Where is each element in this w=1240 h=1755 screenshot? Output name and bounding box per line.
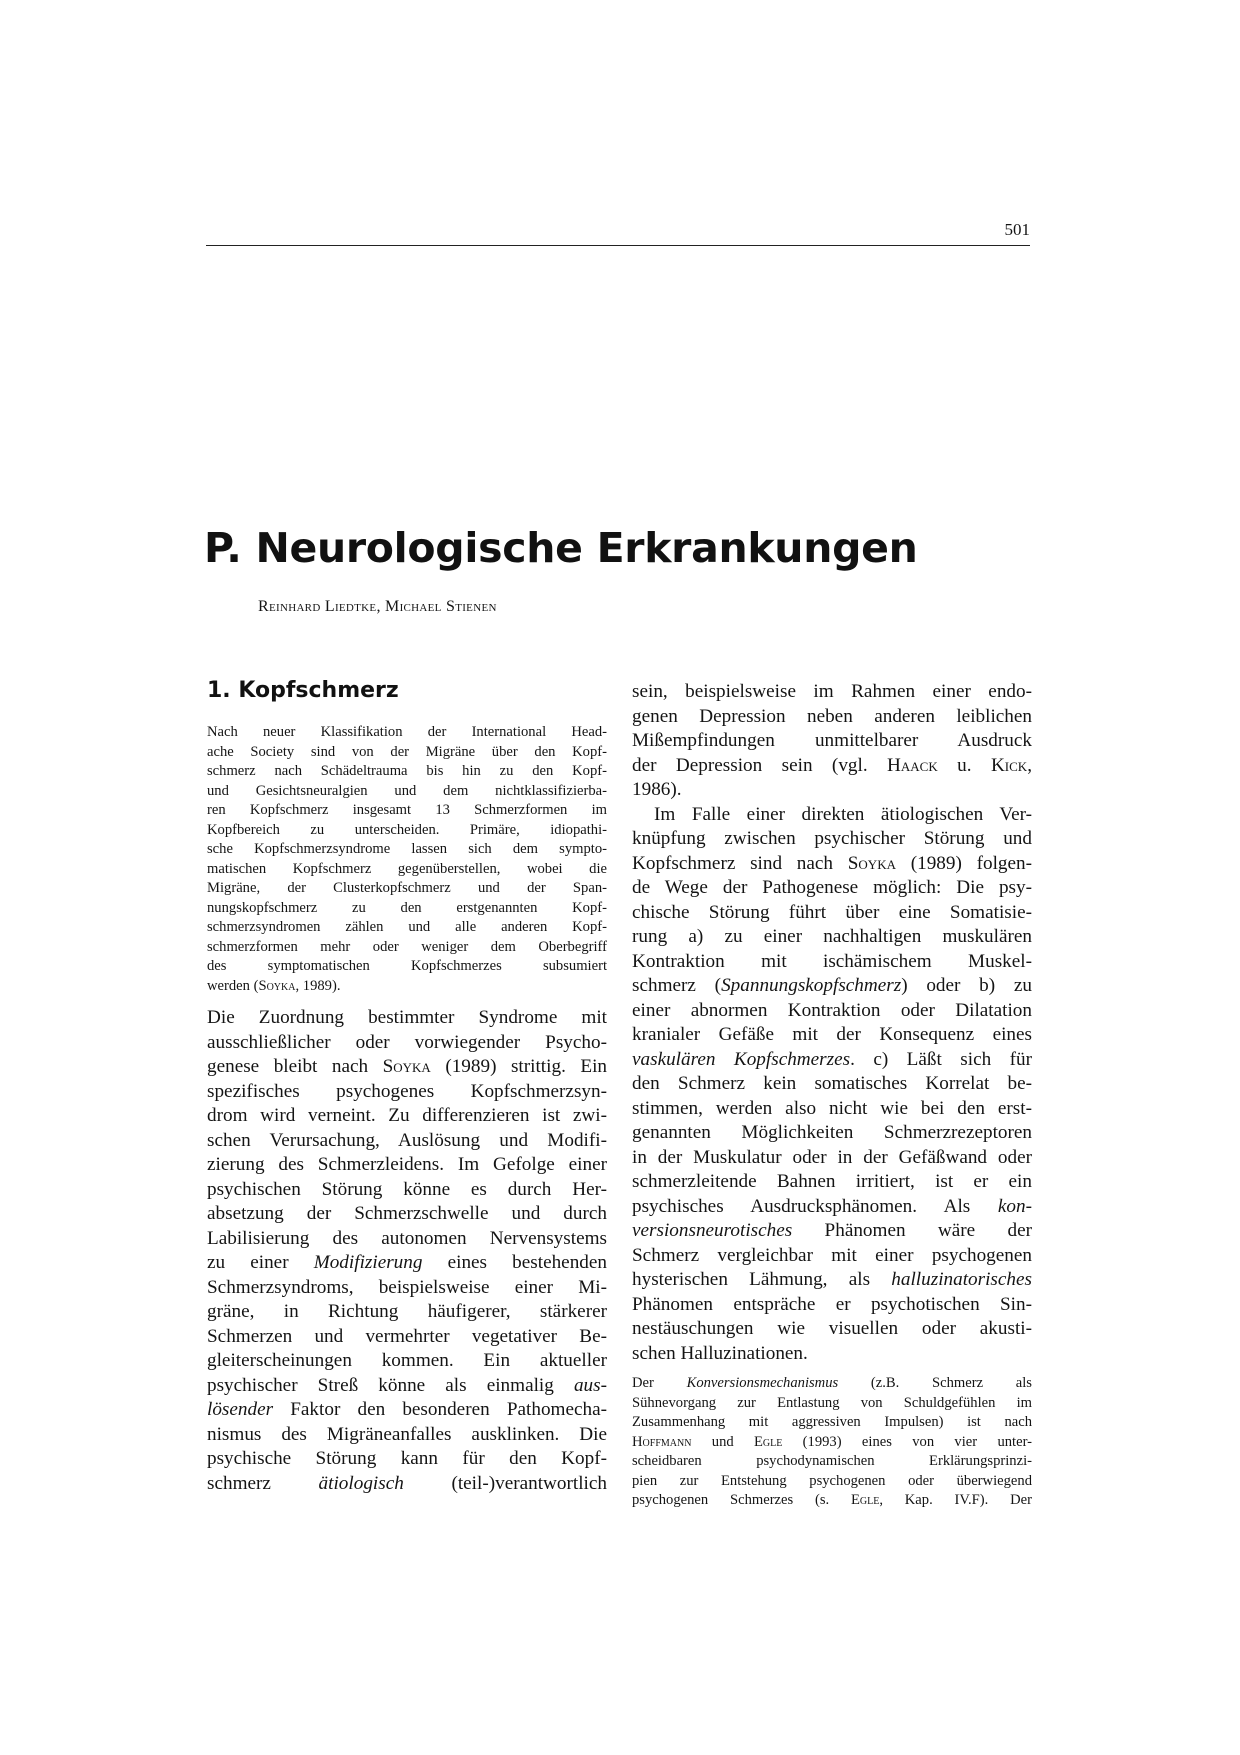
body-line: Mißempfindungen unmittelbarer Ausdruck: [632, 730, 1032, 751]
body-line: schmerz ätiologisch (teil-)verantwortlich: [207, 1472, 607, 1494]
author-citation: Kick: [990, 754, 1028, 776]
body-line: in der Muskulatur oder in der Gefäßwand oder: [632, 1146, 1032, 1168]
body-line: der Depression sein (vgl. Haack u. Kick,: [632, 754, 1032, 776]
body-line: chische Störung führt über eine Somatisie-: [632, 901, 1032, 923]
body-line: zierung des Schmerzleidens. Im Gefolge einer: [207, 1154, 607, 1175]
body-line: versionsneurotisches Phänomen wäre der: [632, 1220, 1032, 1241]
body-line: psychischer Streß könne als einmalig aus-: [207, 1374, 607, 1396]
body-line: Schmerz vergleichbar mit einer psychogenen: [632, 1244, 1032, 1266]
body-line: de Wege der Pathogenese möglich: Die psy-: [632, 877, 1032, 898]
chapter-authors: Reinhard Liedtke, Michael Stienen: [258, 598, 497, 615]
body-line: absetzung der Schmerzschwelle und durch: [207, 1203, 607, 1224]
body-line: Kopfschmerz sind nach Soyka (1989) folgen-: [632, 852, 1032, 874]
body-line: stimmen, werden also nicht wie bei den erst-: [632, 1097, 1032, 1119]
page-number: 501: [1004, 220, 1030, 239]
chapter-title: P. Neurologische Erkrankungen: [204, 524, 918, 572]
body-line: schen Halluzinationen.: [632, 1342, 808, 1364]
body-line: psychisches Ausdrucksphänomen. Als kon-: [632, 1195, 1032, 1217]
body-line: zu einer Modifizierung eines bestehenden: [207, 1252, 607, 1273]
body-line: ausschließlicher oder vorwiegender Psycho-: [207, 1031, 607, 1053]
body-line: hysterischen Lähmung, als halluzinatorisches: [632, 1269, 1032, 1290]
abstract-line: ren Kopfschmerz insgesamt 13 Schmerzformen im: [207, 802, 607, 818]
body-line: schmerz (Spannungskopfschmerz) oder b) zu: [632, 975, 1032, 996]
body-line: Phänomen entspräche er psychotischen Sin-: [632, 1293, 1032, 1315]
body-line: nestäuschungen wie visuellen oder akusti-: [632, 1318, 1032, 1339]
body-line: nismus des Migräneanfalles ausklinken. Die: [207, 1423, 607, 1445]
abstract-line: matischen Kopfschmerz gegenüberstellen, wobei die: [207, 860, 607, 877]
body-line: knüpfung zwischen psychischer Störung und: [632, 828, 1032, 849]
abstract-line: werden (Soyka, 1989).: [207, 977, 341, 994]
abstract-line: Kopfbereich zu unterscheiden. Primäre, idiopathi-: [207, 821, 607, 838]
body-line: kranialer Gefäße mit der Konsequenz eines: [632, 1024, 1032, 1045]
body-line: drom wird verneint. Zu differenzieren ist zwi-: [207, 1105, 607, 1126]
author-citation: Egle: [754, 1433, 783, 1450]
note-line: pien zur Entstehung psychogenen oder überwiegend: [632, 1472, 1032, 1489]
body-line: schen Verursachung, Auslösung und Modifi-: [207, 1129, 607, 1151]
abstract-line: sche Kopfschmerzsyndrome lassen sich dem sympto-: [207, 841, 607, 857]
abstract-line: des symptomatischen Kopfschmerzes subsumiert: [207, 958, 607, 974]
body-line: psychischen Störung könne es durch Her-: [207, 1178, 607, 1200]
abstract-line: und Gesichtsneuralgien und dem nichtklassifizierba-: [207, 782, 607, 799]
body-line: Schmerzen und vermehrter vegetativer Be-: [207, 1325, 607, 1347]
abstract-line: schmerzsyndromen zählen und alle anderen Kopf-: [207, 919, 607, 935]
body-line: psychische Störung kann für den Kopf-: [207, 1448, 607, 1469]
body-line: genannten Möglichkeiten Schmerzrezeptoren: [632, 1122, 1032, 1143]
note-paragraph: [632, 1374, 1032, 1511]
left-column: [207, 678, 607, 1496]
abstract-line: schmerzformen mehr oder weniger dem Oberbegriff: [207, 938, 607, 955]
body-paragraph: [632, 680, 1032, 803]
abstract-line: Migräne, der Clusterkopfschmerz und der Span-: [207, 880, 607, 896]
note-line: Zusammenhang mit aggressiven Impulsen) ist nach: [632, 1414, 1032, 1430]
note-line: Hoffmann und Egle (1993) eines von vier unter-: [632, 1433, 1032, 1450]
body-paragraph: [632, 803, 1032, 1367]
author-citation: Soyka: [258, 977, 296, 994]
body-line: Labilisierung des autonomen Nervensystems: [207, 1227, 607, 1249]
body-line: genese bleibt nach Soyka (1989) strittig. Ein: [207, 1056, 607, 1077]
abstract-paragraph: [207, 723, 607, 996]
body-line: 1986).: [632, 779, 682, 800]
body-line: den Schmerz kein somatisches Korrelat be-: [632, 1073, 1032, 1094]
note-line: Sühnevorgang zur Entlastung von Schuldgefühlen im: [632, 1394, 1032, 1411]
body-line: gleiterscheinungen kommen. Ein aktueller: [207, 1350, 607, 1371]
header-rule: [206, 245, 1030, 246]
author-citation: Soyka: [847, 852, 896, 874]
note-line: scheidbaren psychodynamischen Erklärungsprinzi-: [632, 1453, 1032, 1469]
right-column: [632, 680, 1032, 1511]
body-line: Kontraktion mit ischämischem Muskel-: [632, 950, 1032, 972]
body-line: einer abnormen Kontraktion oder Dilatation: [632, 999, 1032, 1021]
body-line: gräne, in Richtung häufigerer, stärkerer: [207, 1301, 607, 1322]
body-line: spezifisches psychogenes Kopfschmerzsyn-: [207, 1080, 607, 1102]
author-citation: Hoffmann: [632, 1433, 692, 1450]
author-citation: Haack: [887, 754, 938, 776]
body-line: lösender Faktor den besonderen Pathomecha-: [207, 1399, 607, 1420]
abstract-line: nungskopfschmerz zu den erstgenannten Kopf-: [207, 899, 607, 916]
body-line: rung a) zu einer nachhaltigen muskulären: [632, 926, 1032, 947]
note-line: Der Konversionsmechanismus (z.B. Schmerz als: [632, 1375, 1032, 1391]
body-line: Die Zuordnung bestimmter Syndrome mit: [207, 1007, 607, 1028]
body-line: genen Depression neben anderen leiblichen: [632, 705, 1032, 727]
body-line: sein, beispielsweise im Rahmen einer endo-: [632, 681, 1032, 702]
abstract-line: ache Society sind von der Migräne über den Kopf-: [207, 743, 607, 760]
author-citation: Soyka: [382, 1056, 431, 1077]
note-line: psychogenen Schmerzes (s. Egle, Kap. IV.F). Der: [632, 1492, 1032, 1508]
body-paragraph: [207, 1006, 607, 1496]
abstract-line: schmerz nach Schädeltrauma bis hin zu den Kopf-: [207, 763, 607, 779]
body-line: Schmerzsyndroms, beispielsweise einer Mi-: [207, 1276, 607, 1298]
body-line: vaskulären Kopfschmerzes. c) Läßt sich für: [632, 1048, 1032, 1070]
body-line: Im Falle einer direkten ätiologischen Ver-: [654, 803, 1032, 825]
body-line: schmerzleitende Bahnen irritiert, ist er ein: [632, 1171, 1032, 1192]
abstract-line: Nach neuer Klassifikation der International Head-: [207, 724, 607, 740]
section-title: 1. Kopfschmerz: [207, 678, 399, 703]
author-citation: Egle: [850, 1492, 880, 1508]
